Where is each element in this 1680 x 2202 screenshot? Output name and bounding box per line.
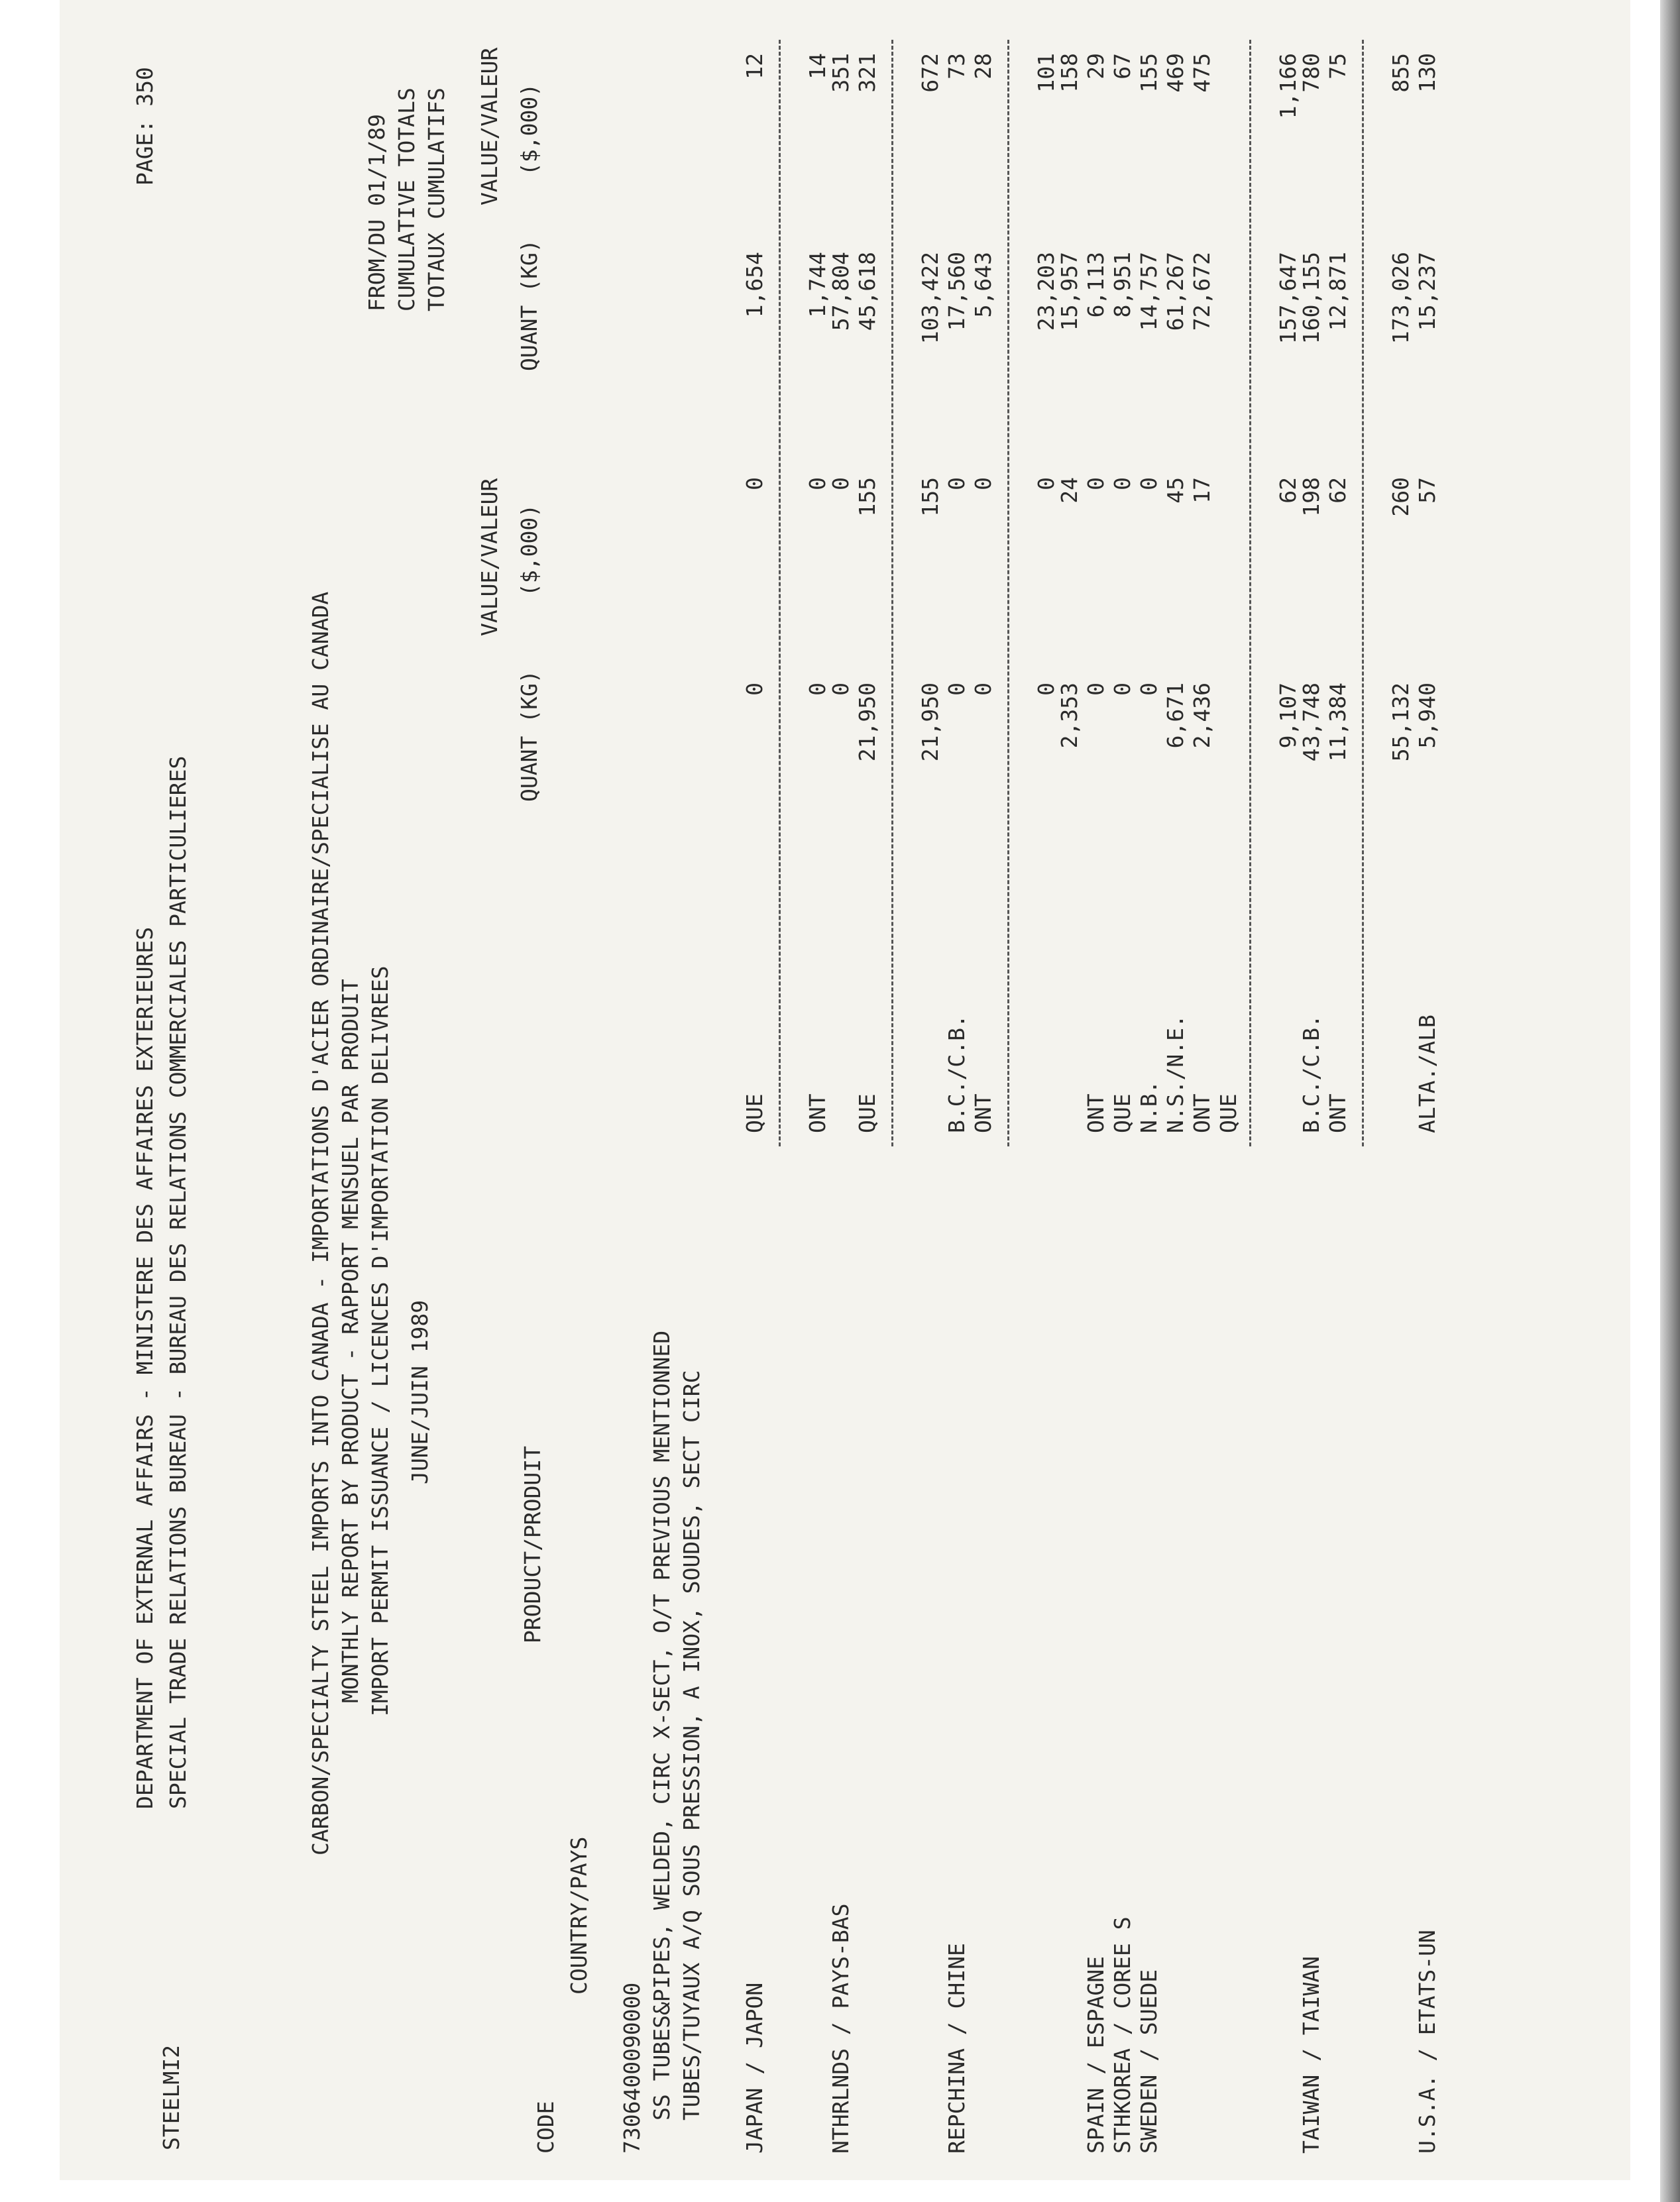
province-label: N.S./N.E. [1162, 1015, 1188, 1133]
month-value: 0 [1136, 477, 1162, 490]
cumulative-value: 73 [944, 53, 970, 80]
cumulative-value: 101 [1033, 53, 1059, 93]
country-label: SPAIN / ESPAGNE [1083, 1955, 1109, 2154]
province-label: B.C./C.B. [944, 1015, 970, 1133]
cumulative-quantity: 157,647 [1275, 252, 1301, 345]
province-label: QUE [1109, 1093, 1135, 1133]
cumulative-value: 1,166 [1275, 53, 1301, 119]
cumulative-fr: TOTAUX CUMULATIFS [423, 87, 449, 311]
month-quantity: 0 [828, 683, 854, 696]
cumulative-quantity: 61,267 [1162, 252, 1188, 331]
cumulative-value: 14 [805, 53, 830, 80]
province-label: B.C./C.B. [1298, 1015, 1324, 1133]
dept-line-en: DEPARTMENT OF EXTERNAL AFFAIRS - MINISTERE DES AFFAIRES EXTERIEURES [132, 926, 158, 1809]
month-quantity: 2,353 [1056, 683, 1082, 749]
subtotal-divider [779, 40, 781, 1146]
month-value: 0 [742, 477, 767, 490]
cumulative-value: 321 [854, 53, 880, 93]
cumulative-value: 29 [1083, 53, 1109, 80]
province-label: ONT [1189, 1093, 1215, 1133]
report-id: STEELMI2 [158, 2045, 184, 2150]
title-line-2: MONTHLY REPORT BY PRODUCT - RAPPORT MENSUEL PAR PRODUIT [337, 979, 363, 1703]
month-quantity: 0 [1083, 683, 1109, 696]
month-value: 0 [970, 477, 996, 490]
cum-value-header: VALUE/VALEUR [476, 47, 502, 205]
country-label: REPCHINA / CHINE [944, 1943, 970, 2154]
month-quantity: 11,384 [1325, 683, 1351, 762]
month-quantity: 5,940 [1414, 683, 1440, 749]
subtotal-divider [1249, 40, 1251, 1146]
subtotal-divider [1362, 40, 1364, 1146]
month-quantity: 21,950 [917, 683, 943, 762]
month-value: 0 [1109, 477, 1135, 490]
title-line-4: JUNE/JUIN 1989 [407, 1299, 433, 1484]
cumulative-quantity: 103,422 [917, 252, 943, 345]
cumulative-quantity: 1,744 [805, 252, 830, 318]
title-line-3: IMPORT PERMIT ISSUANCE / LICENCES D'IMPORTATION DELIVREES [367, 965, 393, 1716]
cumulative-quantity: 8,951 [1109, 252, 1135, 318]
month-quantity: 0 [1033, 683, 1059, 696]
title-line-1: CARBON/SPECIALTY STEEL IMPORTS INTO CANADA - IMPORTATIONS D'ACIER ORDINAIRE/SPECIALISE AU CANADA [308, 591, 333, 1855]
product-code: 7306400090000 [619, 1982, 645, 2154]
month-value: 62 [1325, 477, 1351, 504]
month-value: 0 [805, 477, 830, 490]
cumulative-quantity: 6,113 [1083, 252, 1109, 318]
month-quantity: 0 [970, 683, 996, 696]
subtotal-divider [1007, 40, 1009, 1146]
cumulative-quantity: 5,643 [970, 252, 996, 318]
value-header: VALUE/VALEUR [476, 478, 502, 636]
month-quantity: 6,671 [1162, 683, 1188, 749]
province-label: ONT [805, 1093, 830, 1133]
product-header: PRODUCT/PRODUIT [520, 1445, 545, 1643]
cumulative-quantity: 17,560 [944, 252, 970, 331]
month-value: 155 [917, 477, 943, 517]
code-header: CODE [533, 2101, 559, 2154]
cum-value-unit-header: ($,000) [516, 83, 542, 176]
month-value: 62 [1275, 477, 1301, 504]
cumulative-value: 855 [1388, 53, 1414, 93]
cum-quant-header: QUANT (KG) [516, 239, 542, 371]
cumulative-value: 780 [1298, 53, 1324, 93]
cumulative-en: CUMULATIVE TOTALS [394, 87, 420, 311]
month-quantity: 0 [805, 683, 830, 696]
month-quantity: 21,950 [854, 683, 880, 762]
month-value: 198 [1298, 477, 1324, 517]
product-desc-en: SS TUBES&PIPES, WELDED, CIRC X-SECT, O/T PREVIOUS MENTIONNED [649, 1330, 675, 2120]
subtotal-divider [891, 40, 893, 1146]
month-value: 0 [1083, 477, 1109, 490]
cumulative-quantity: 12,871 [1325, 252, 1351, 331]
month-value: 24 [1056, 477, 1082, 504]
month-quantity: 43,748 [1298, 683, 1324, 762]
quant-header: QUANT (KG) [516, 670, 542, 802]
cumulative-quantity: 45,618 [854, 252, 880, 331]
month-value: 45 [1162, 477, 1188, 504]
month-value: 0 [1033, 477, 1059, 490]
cumulative-quantity: 72,672 [1189, 252, 1215, 331]
province-label: ONT [1325, 1093, 1351, 1133]
page-number: PAGE: 350 [132, 67, 158, 186]
month-value: 0 [944, 477, 970, 490]
cumulative-quantity: 57,804 [828, 252, 854, 331]
cumulative-value: 469 [1162, 53, 1188, 93]
cumulative-value: 28 [970, 53, 996, 80]
month-quantity: 0 [1136, 683, 1162, 696]
cumulative-from: FROM/DU 01/1/89 [364, 113, 390, 311]
month-value: 0 [828, 477, 854, 490]
cumulative-value: 67 [1109, 53, 1135, 80]
cumulative-value: 475 [1189, 53, 1215, 93]
cumulative-quantity: 15,957 [1056, 252, 1082, 331]
country-label: U.S.A. / ETATS-UN [1414, 1930, 1440, 2154]
province-label: ONT [970, 1093, 996, 1133]
province-label: QUE [1215, 1093, 1241, 1133]
country-header: COUNTRY/PAYS [566, 1836, 592, 1995]
month-quantity: 2,436 [1189, 683, 1215, 749]
country-label: NTHRLNDS / PAYS-BAS [828, 1903, 854, 2154]
cumulative-quantity: 173,026 [1388, 252, 1414, 345]
province-label: ALTA./ALB [1414, 1015, 1440, 1133]
month-quantity: 0 [742, 683, 767, 696]
country-label: STHKOREA / COREE S [1109, 1916, 1135, 2154]
month-value: 260 [1388, 477, 1414, 517]
report-page [60, 0, 1630, 2180]
cumulative-quantity: 15,237 [1414, 252, 1440, 331]
month-quantity: 55,132 [1388, 683, 1414, 762]
month-quantity: 0 [1109, 683, 1135, 696]
month-quantity: 9,107 [1275, 683, 1301, 749]
country-label: JAPAN / JAPON [742, 1982, 767, 2154]
country-label: TAIWAN / TAIWAN [1298, 1955, 1324, 2154]
scan-edge [1660, 0, 1680, 2202]
province-label: ONT [1083, 1093, 1109, 1133]
country-label: SWEDEN / SUEDE [1136, 1969, 1162, 2154]
month-value: 17 [1189, 477, 1215, 504]
dept-line-fr: SPECIAL TRADE RELATIONS BUREAU - BUREAU DES RELATIONS COMMERCIALES PARTICULIERES [165, 755, 191, 1809]
cumulative-value: 158 [1056, 53, 1082, 93]
cumulative-quantity: 1,654 [742, 252, 767, 318]
cumulative-quantity: 23,203 [1033, 252, 1059, 331]
cumulative-quantity: 160,155 [1298, 252, 1324, 345]
province-label: QUE [742, 1093, 767, 1133]
month-value: 155 [854, 477, 880, 517]
province-label: N.B. [1136, 1080, 1162, 1133]
value-unit-header: ($,000) [516, 504, 542, 596]
cumulative-value: 130 [1414, 53, 1440, 93]
cumulative-value: 12 [742, 53, 767, 80]
month-quantity: 0 [944, 683, 970, 696]
cumulative-value: 75 [1325, 53, 1351, 80]
cumulative-value: 155 [1136, 53, 1162, 93]
province-label: QUE [854, 1093, 880, 1133]
product-desc-fr: TUBES/TUYAUX A/Q SOUS PRESSION, A INOX, SOUDES, SECT CIRC [679, 1370, 704, 2120]
cumulative-value: 351 [828, 53, 854, 93]
cumulative-value: 672 [917, 53, 943, 93]
cumulative-quantity: 14,757 [1136, 252, 1162, 331]
month-value: 57 [1414, 477, 1440, 504]
